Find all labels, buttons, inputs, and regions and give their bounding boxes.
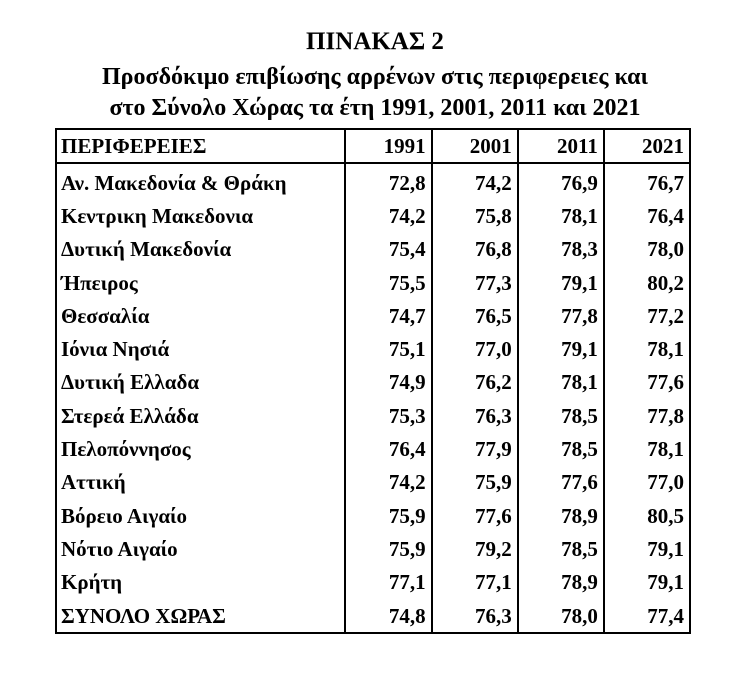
value-2001: 77,0 bbox=[432, 332, 518, 365]
header-region: ΠΕΡΙΦΕΡΕΙΕΣ bbox=[56, 129, 345, 163]
value-2011: 79,1 bbox=[518, 332, 604, 365]
region-name: Πελοπόννησος bbox=[56, 432, 345, 465]
value-1991: 74,2 bbox=[345, 199, 431, 232]
value-2011: 78,9 bbox=[518, 499, 604, 532]
region-name: Δυτική Μακεδονία bbox=[56, 233, 345, 266]
region-name: Δυτική Ελλαδα bbox=[56, 366, 345, 399]
value-1991: 77,1 bbox=[345, 566, 431, 599]
value-1991: 75,4 bbox=[345, 233, 431, 266]
value-2011: 78,3 bbox=[518, 233, 604, 266]
value-2021: 79,1 bbox=[604, 566, 690, 599]
value-2011: 78,5 bbox=[518, 532, 604, 565]
value-2011: 78,5 bbox=[518, 399, 604, 432]
region-name: Στερεά Ελλάδα bbox=[56, 399, 345, 432]
value-2001: 76,5 bbox=[432, 299, 518, 332]
table-row bbox=[56, 366, 690, 399]
value-2001: 76,2 bbox=[432, 366, 518, 399]
value-2021: 78,0 bbox=[604, 233, 690, 266]
region-name: Αν. Μακεδονία & Θράκη bbox=[56, 163, 345, 199]
table-title: ΠΙΝΑΚΑΣ 2 bbox=[306, 28, 444, 55]
value-2001: 75,9 bbox=[432, 466, 518, 499]
value-2001: 79,2 bbox=[432, 532, 518, 565]
table-row bbox=[56, 233, 690, 266]
value-1991: 72,8 bbox=[345, 163, 431, 199]
value-2001: 76,3 bbox=[432, 399, 518, 432]
value-2021: 77,2 bbox=[604, 299, 690, 332]
region-name: Κρήτη bbox=[56, 566, 345, 599]
table-subtitle-line-1: Προσδόκιμο επιβίωσης αρρένων στις περιφερειες και bbox=[102, 64, 648, 90]
value-2011: 77,6 bbox=[518, 466, 604, 499]
table-row bbox=[56, 566, 690, 599]
header-row bbox=[56, 129, 690, 163]
region-name: Αττική bbox=[56, 466, 345, 499]
value-1991: 75,5 bbox=[345, 266, 431, 299]
value-2001: 77,6 bbox=[432, 499, 518, 532]
value-2001: 75,8 bbox=[432, 199, 518, 232]
value-2011: 78,1 bbox=[518, 366, 604, 399]
value-2001: 76,3 bbox=[432, 599, 518, 633]
value-1991: 74,7 bbox=[345, 299, 431, 332]
value-2021: 78,1 bbox=[604, 432, 690, 465]
total-row bbox=[56, 599, 690, 633]
value-2001: 74,2 bbox=[432, 163, 518, 199]
value-1991: 74,2 bbox=[345, 466, 431, 499]
life-expectancy-table bbox=[55, 128, 691, 634]
value-1991: 76,4 bbox=[345, 432, 431, 465]
header-year-2011: 2011 bbox=[518, 129, 604, 163]
value-2021: 76,7 bbox=[604, 163, 690, 199]
value-1991: 75,3 bbox=[345, 399, 431, 432]
value-1991: 75,9 bbox=[345, 499, 431, 532]
table-row bbox=[56, 299, 690, 332]
value-2011: 77,8 bbox=[518, 299, 604, 332]
table-row bbox=[56, 163, 690, 199]
value-2011: 78,9 bbox=[518, 566, 604, 599]
region-name: Βόρειο Αιγαίο bbox=[56, 499, 345, 532]
table-row bbox=[56, 266, 690, 299]
value-2011: 79,1 bbox=[518, 266, 604, 299]
table-row bbox=[56, 399, 690, 432]
table-row bbox=[56, 466, 690, 499]
value-2021: 77,8 bbox=[604, 399, 690, 432]
value-2001: 77,9 bbox=[432, 432, 518, 465]
table-row bbox=[56, 499, 690, 532]
table-row bbox=[56, 199, 690, 232]
value-2021: 76,4 bbox=[604, 199, 690, 232]
table-subtitle-line-2: στο Σύνολο Χώρας τα έτη 1991, 2001, 2011 και 2021 bbox=[109, 95, 641, 121]
table-row bbox=[56, 532, 690, 565]
value-1991: 74,8 bbox=[345, 599, 431, 633]
region-name: Ήπειρος bbox=[56, 266, 345, 299]
value-2021: 77,4 bbox=[604, 599, 690, 633]
table-row bbox=[56, 332, 690, 365]
region-name: Θεσσαλία bbox=[56, 299, 345, 332]
region-name: ΣΥΝΟΛΟ ΧΩΡΑΣ bbox=[56, 599, 345, 633]
value-2011: 76,9 bbox=[518, 163, 604, 199]
region-name: Κεντρικη Μακεδονια bbox=[56, 199, 345, 232]
value-2021: 80,2 bbox=[604, 266, 690, 299]
value-2021: 78,1 bbox=[604, 332, 690, 365]
region-name: Νότιο Αιγαίο bbox=[56, 532, 345, 565]
header-year-2021: 2021 bbox=[604, 129, 690, 163]
value-2011: 78,5 bbox=[518, 432, 604, 465]
header-year-1991: 1991 bbox=[345, 129, 431, 163]
table-row bbox=[56, 432, 690, 465]
value-2001: 77,1 bbox=[432, 566, 518, 599]
value-1991: 75,1 bbox=[345, 332, 431, 365]
value-2021: 77,0 bbox=[604, 466, 690, 499]
value-2021: 79,1 bbox=[604, 532, 690, 565]
value-1991: 74,9 bbox=[345, 366, 431, 399]
value-2011: 78,1 bbox=[518, 199, 604, 232]
value-1991: 75,9 bbox=[345, 532, 431, 565]
region-name: Ιόνια Νησιά bbox=[56, 332, 345, 365]
value-2021: 80,5 bbox=[604, 499, 690, 532]
header-year-2001: 2001 bbox=[432, 129, 518, 163]
value-2011: 78,0 bbox=[518, 599, 604, 633]
value-2021: 77,6 bbox=[604, 366, 690, 399]
value-2001: 77,3 bbox=[432, 266, 518, 299]
value-2001: 76,8 bbox=[432, 233, 518, 266]
